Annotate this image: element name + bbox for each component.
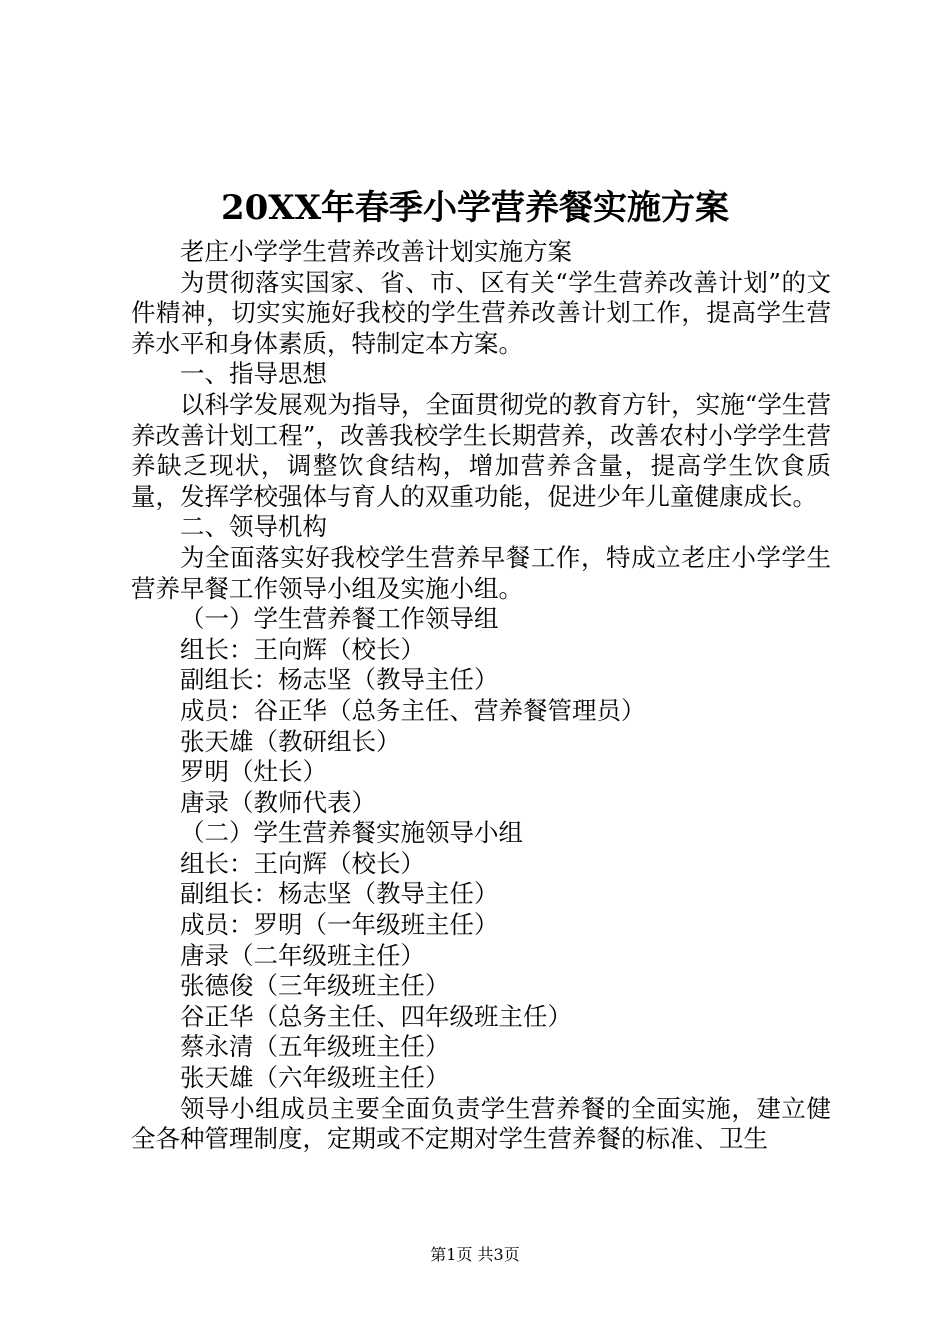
list-item: 成员：谷正华（总务主任、营养餐管理员）: [180, 695, 646, 725]
list-item: 谷正华（总务主任、四年级班主任）: [180, 1001, 572, 1031]
list-item: 成员：罗明（一年级班主任）: [180, 910, 499, 940]
section-heading: 一、指导思想: [180, 359, 327, 389]
list-item: 唐录（二年级班主任）: [180, 940, 425, 970]
page-footer: 第1页 共3页: [430, 1245, 520, 1264]
list-item: 张天雄（六年级班主任）: [180, 1063, 450, 1093]
list-item: 组长：王向辉（校长）: [180, 848, 425, 878]
list-item: 副组长：杨志坚（教导主任）: [180, 665, 499, 695]
list-item: 张天雄（教研组长）: [180, 726, 401, 756]
list-item: 罗明（灶长）: [180, 757, 327, 787]
section-heading: 二、领导机构: [180, 512, 327, 542]
subsection-heading: （一）学生营养餐工作领导组: [180, 604, 499, 634]
list-item: 张德俊（三年级班主任）: [180, 971, 450, 1001]
paragraph: 老庄小学学生营养改善计划实施方案: [180, 237, 572, 266]
list-item: 组长：王向辉（校长）: [180, 634, 425, 664]
list-item: 蔡永清（五年级班主任）: [180, 1032, 450, 1062]
paragraph: 以科学发展观为指导，全面贯彻党的教育方针，实施“学生营养改善计划工程”，改善我校学生长期营养，改善农村小学学生营养缺乏现状，调整饮食结构，增加营养含量，提高学生饮食质量，发挥学校强体与育人的双重功能，促进少年儿童健康成长。: [131, 389, 831, 511]
paragraph: 领导小组成员主要全面负责学生营养餐的全面实施，建立健全各种管理制度，定期或不定期对学生营养餐的标准、卫生: [131, 1093, 831, 1154]
document-title: 20XX年春季小学营养餐实施方案: [220, 188, 730, 228]
paragraph: 为全面落实好我校学生营养早餐工作，特成立老庄小学学生营养早餐工作领导小组及实施小组。: [131, 542, 831, 603]
document-body: [131, 237, 831, 1155]
subsection-heading: （二）学生营养餐实施领导小组: [180, 818, 523, 848]
paragraph: 为贯彻落实国家、省、市、区有关“学生营养改善计划”的文件精神，切实实施好我校的学生营养改善计划工作，提高学生营养水平和身体素质，特制定本方案。: [131, 267, 831, 358]
list-item: 副组长：杨志坚（教导主任）: [180, 879, 499, 909]
list-item: 唐录（教师代表）: [180, 787, 376, 817]
